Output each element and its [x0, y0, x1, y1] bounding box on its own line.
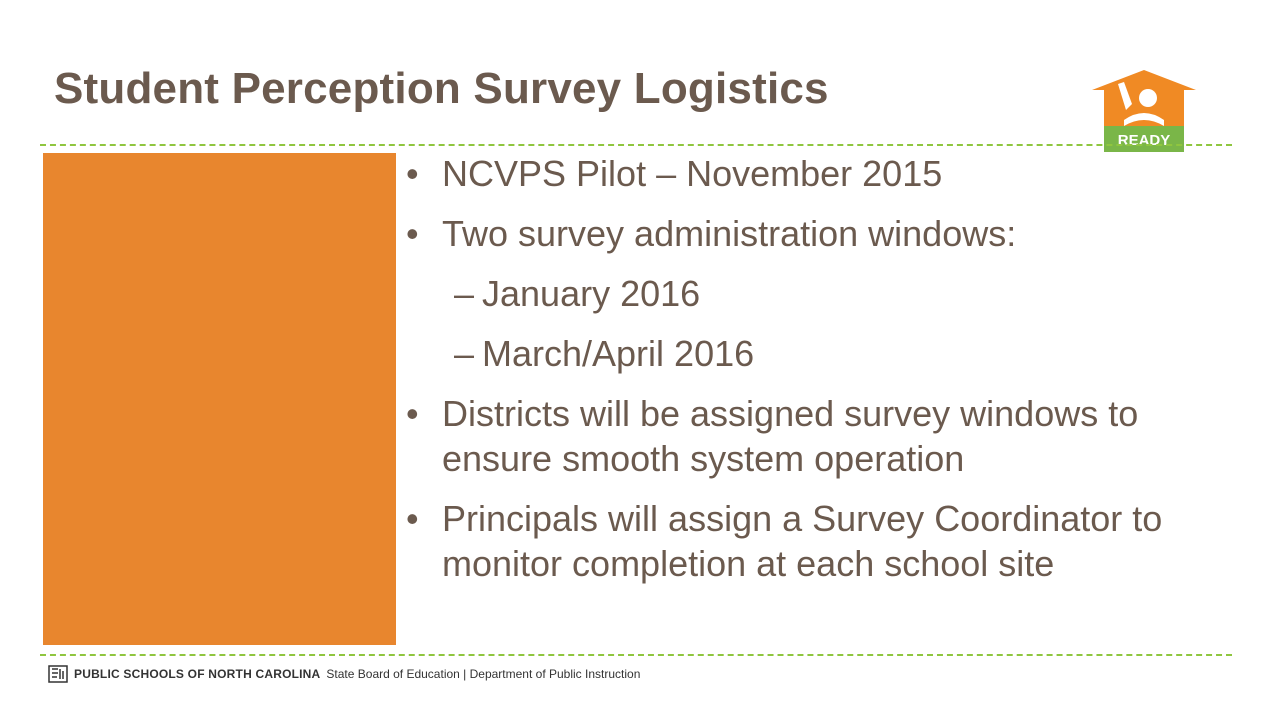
- bullet-text: NCVPS Pilot – November 2015: [442, 153, 943, 194]
- bullet-text: Districts will be assigned survey windows to ensure smooth system operation: [442, 393, 1139, 479]
- sub-bullet-item: [406, 271, 1236, 316]
- sub-bullet-text: January 2016: [482, 273, 701, 314]
- bullet-item: [406, 151, 1236, 196]
- bullet-list: [406, 151, 1236, 601]
- logo-text: READY: [1117, 132, 1171, 149]
- bullet-text: Principals will assign a Survey Coordinator to monitor completion at each school site: [442, 498, 1163, 584]
- bullet-marker: •: [406, 213, 419, 254]
- footer-divisions: State Board of Education | Department of Public Instruction: [326, 667, 641, 681]
- bullet-item: [406, 391, 1236, 481]
- footer-divider: [40, 654, 1232, 656]
- footer: [48, 664, 640, 684]
- footer-org: PUBLIC SCHOOLS OF NORTH CAROLINA: [74, 667, 321, 681]
- bullet-marker: •: [406, 498, 419, 539]
- bullet-text: Two survey administration windows:: [442, 213, 1017, 254]
- bullet-marker: •: [406, 393, 419, 434]
- accent-panel: [43, 153, 396, 645]
- bullet-item: [406, 496, 1236, 586]
- bullet-item: [406, 211, 1236, 256]
- header-divider: [40, 144, 1232, 146]
- sub-bullet-text: March/April 2016: [482, 333, 755, 374]
- sub-bullet-item: [406, 331, 1236, 376]
- state-seal-icon: [48, 665, 68, 683]
- bullet-marker: •: [406, 153, 419, 194]
- sub-bullet-marker: –: [454, 273, 475, 314]
- sub-bullet-marker: –: [454, 333, 475, 374]
- slide-title: Student Perception Survey Logistics: [54, 64, 829, 113]
